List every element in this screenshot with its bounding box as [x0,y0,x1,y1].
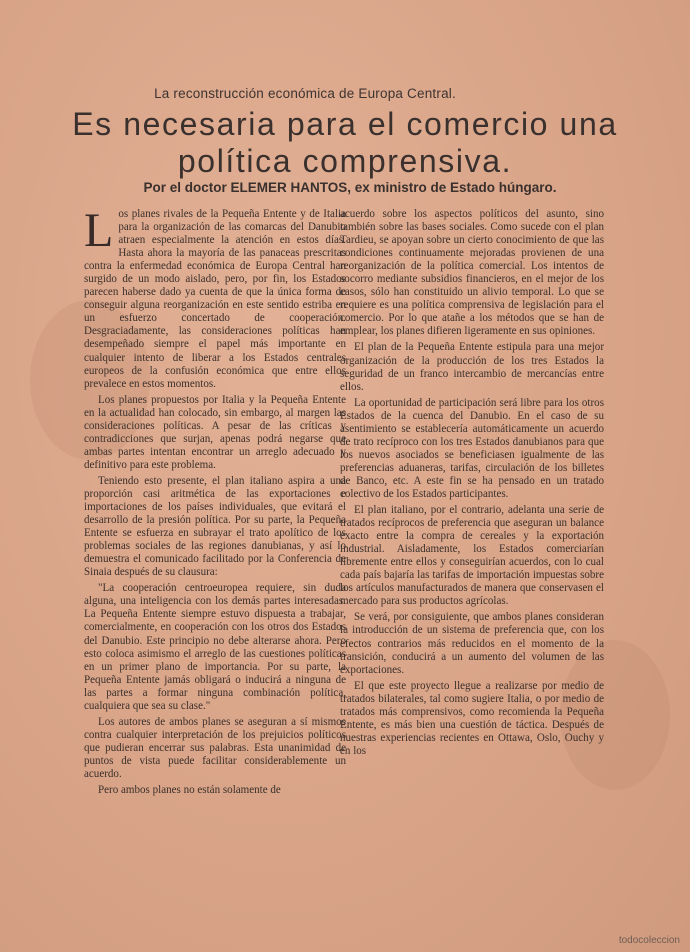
title-line-2: política comprensiva. [177,143,513,179]
paragraph [84,208,346,391]
quote-paragraph: "La cooperación centroeuropea requiere, sin duda alguna, una inteligencia con los demás partes interesadas. La Pequeña Entente siempre estuvo dispuesta a trabajar, comercialmente, en cooperación con los otros dos Estados del Danubio. Este principio no debe alterarse ahora. Pero esto coloca asimismo el arreglo de las cuestiones políticas en un primer plano de importancia. Por su parte, la Pequeña Entente jamás obligará o inducirá a ninguna de las partes a formar ninguna combinación política, cualquiera que sea su clase." [84,582,346,712]
article-title [40,106,650,180]
article-byline: Por el doctor ELEMER HANTOS, ex ministro de Estado húngaro. [143,180,557,195]
left-column [84,208,346,928]
paragraph: Los planes propuestos por Italia y la Pequeña Entente en la actualidad han colocado, sin embargo, al margen las consideraciones políticas. A pesar de las críticas y contradicciones que surjan, apenas podrá negarse que ambas partes intentan encontrar un arreglo adecuado y definitivo para este problema. [84,393,346,471]
article-kicker: La reconstrucción económica de Europa Central. [154,86,456,101]
paragraph-text: os planes rivales de la Pequeña Entente y de Italia para la organización de las comarcas del Danubio atraen especialmente la atención en estos días. Hasta ahora la mayoría de las panaceas prescritas contra la enfermedad económica de Europa Central han surgido de un modo aislado, pero, por fin, los Estados parecen haberse dado ya cuenta de que la única forma de conseguir alguna reorganización en este sentido estriba en un esfuerzo concertado de cooperación. Desgraciadamente, las consideraciones políticas han desempeñado siempre el papel más importante en cualquier intento de liberar a los Estados centrales europeos de la confusión económica que entre ellos prevalece en estos momentos. [84,208,346,390]
paragraph: Se verá, por consiguiente, que ambos planes consideran la introducción de un sistema de preferencia que, con los efectos contrarios más reducidos en el momento de la transición, conducirá a un aumento del volumen de las exportaciones. [340,611,604,676]
right-column [340,208,604,928]
paragraph: acuerdo sobre los aspectos políticos del asunto, sino también sobre las bases sociales. Como sucede con el plan Tardieu, se apoyan sobre un cierto conocimiento de que las condiciones continuamente mejoradas provienen de una reorganización de la política comercial. Los intentos de socorro mediante subsidios financieros, en el mejor de los casos, sólo han constituido un alivio temporal. Lo que se requiere es una política comprensiva de legislación para el comercio. Por lo que atañe a los métodos que se han de emplear, los planes difieren ligeramente en sus opiniones. [340,208,604,338]
watermark-text: todocoleccion [618,935,680,946]
paragraph: La oportunidad de participación será libre para los otros Estados de la cuenca del Danubio. En el caso de su asentimiento se establecería automáticamente un acuerdo de trato recíproco con los tres Estados danubianos para que los nuevos asociados se beneficiasen igualmente de las preferencias aduaneras, tarifas, circulación de los billetes de Banco, etc. A este fin se ha pensado en un tratado colectivo de los Estados participantes. [340,396,604,500]
paragraph: El plan italiano, por el contrario, adelanta una serie de tratados recíprocos de preferencia que aseguran un balance exacto entre la compra de cereales y la exportación industrial. Aisladamente, los Estados comerciarían libremente entre ellos y conseguirían acuerdos, con lo cual cada país bajaría las tarifas de importación impuestas sobre los artículos manufacturados de manera que conservasen el mercado para sus productos agrícolas. [340,504,604,608]
paragraph: El plan de la Pequeña Entente estipula para una mejor organización de la producción de los tres Estados la seguridad de un franco intercambio de mercancías entre ellos. [340,341,604,393]
paragraph: Pero ambos planes no están solamente de [98,784,281,797]
paragraph: Los autores de ambos planes se aseguran a sí mismos contra cualquier interpretación de los prejuicios políticos que pudieran encerrar sus palabras. Esta unanimidad de puntos de vista puede facilitar considerablemente un acuerdo. [84,715,346,780]
drop-cap: L [84,208,114,257]
paragraph: El que este proyecto llegue a realizarse por medio de tratados bilaterales, tal como sugiere Italia, o por medio de tratados más comprensivos, como recomienda la Pequeña Entente, es más bien una cuestión de táctica. Después de nuestras experiencias recientes en Ottawa, Oslo, Ouchy y en los [340,679,604,757]
title-line-1: Es necesaria para el comercio una [72,106,618,142]
paragraph: Teniendo esto presente, el plan italiano aspira a una proporción casi aritmética de las exportaciones e importaciones de los países individuales, que evitará el desarrollo de la presión política. Por su parte, la Pequeña Entente se esfuerza en subrayar el trato apolítico de los problemas sociales de las regiones danubianas, y así lo demuestra el comunicado facilitado por la Conferencia de Sinaia después de su clausura: [84,474,346,579]
